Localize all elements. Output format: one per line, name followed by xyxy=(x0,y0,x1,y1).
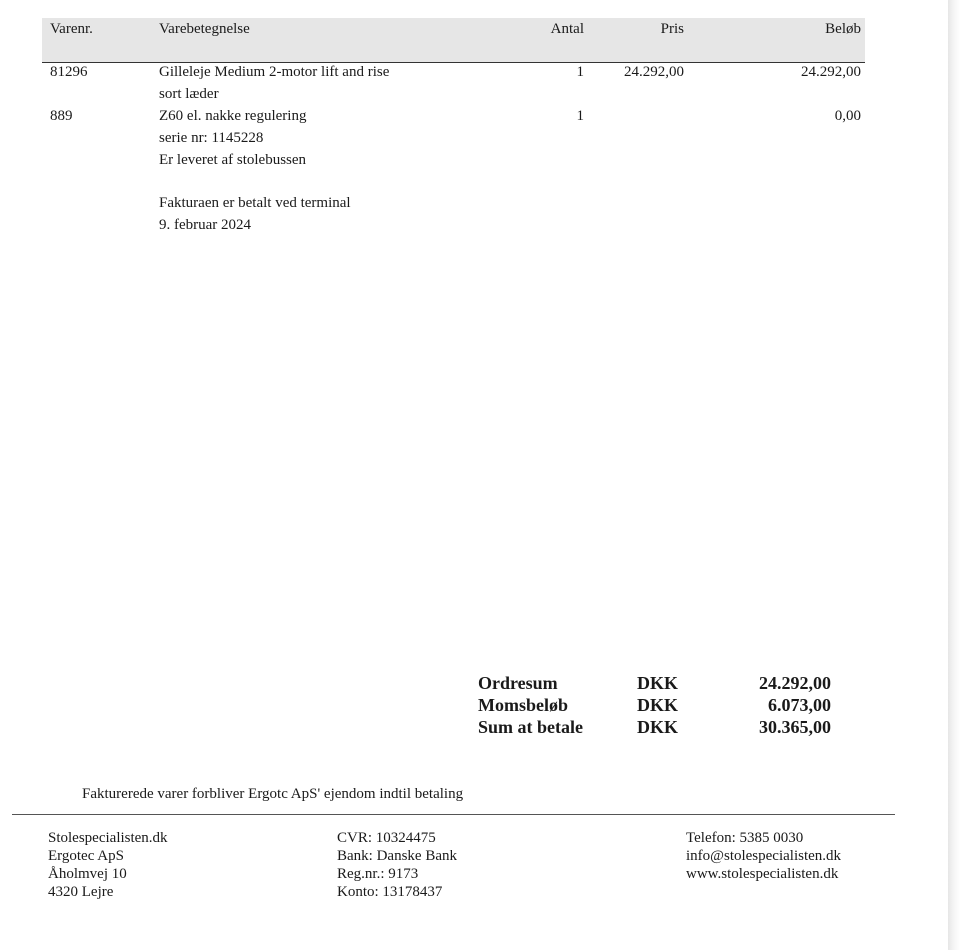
footer-cvr: CVR: 10324475 xyxy=(337,830,436,846)
footer-konto: Konto: 13178437 xyxy=(337,884,443,900)
footer-address-city: 4320 Lejre xyxy=(48,884,114,900)
total-currency: DKK xyxy=(637,717,679,737)
footer-company-legal: Ergotec ApS xyxy=(48,848,124,864)
row-item-no: 889 xyxy=(50,108,73,124)
total-label: Sum at betale xyxy=(478,717,583,737)
footer-reg-nr: Reg.nr.: 9173 xyxy=(337,866,419,882)
ownership-note: Fakturerede varer forbliver Ergotc ApS' ejendom indtil betaling xyxy=(82,786,464,802)
row-item-no: 81296 xyxy=(50,64,88,80)
payment-date: 9. februar 2024 xyxy=(159,217,252,233)
footer-email: info@stolespecialisten.dk xyxy=(686,848,842,864)
row-description-line: Z60 el. nakke regulering xyxy=(159,108,307,124)
row-amount: 24.292,00 xyxy=(801,64,861,80)
header-item-no: Varenr. xyxy=(50,21,93,37)
page-edge-shadow xyxy=(948,0,960,950)
header-description: Varebetegnelse xyxy=(159,21,250,37)
order-sum-value: 24.292,00 xyxy=(759,673,831,693)
row-price: 24.292,00 xyxy=(624,64,684,80)
payment-note: Fakturaen er betalt ved terminal xyxy=(159,195,351,211)
row-qty: 1 xyxy=(576,108,584,124)
row-description-line: sort læder xyxy=(159,86,219,102)
header-price: Pris xyxy=(660,21,684,37)
header-amount: Beløb xyxy=(825,21,861,37)
vat-currency: DKK xyxy=(637,695,679,715)
footer-phone: Telefon: 5385 0030 xyxy=(686,830,804,846)
footer-company-name: Stolespecialisten.dk xyxy=(48,830,168,846)
row-description-line: Gilleleje Medium 2-motor lift and rise xyxy=(159,64,390,80)
row-qty: 1 xyxy=(576,64,584,80)
vat-label: Momsbeløb xyxy=(478,695,568,715)
footer-address-street: Åholmvej 10 xyxy=(48,866,127,882)
row-description-line: Er leveret af stolebussen xyxy=(159,152,307,168)
header-qty: Antal xyxy=(550,21,584,37)
vat-value: 6.073,00 xyxy=(768,695,831,715)
footer-divider xyxy=(12,814,895,815)
footer-website: www.stolespecialisten.dk xyxy=(686,866,839,882)
order-sum-currency: DKK xyxy=(637,673,679,693)
row-amount: 0,00 xyxy=(834,108,861,124)
order-sum-label: Ordresum xyxy=(478,673,558,693)
total-value: 30.365,00 xyxy=(759,717,831,737)
footer-bank: Bank: Danske Bank xyxy=(337,848,457,864)
row-description-line: serie nr: 1145228 xyxy=(159,130,264,146)
